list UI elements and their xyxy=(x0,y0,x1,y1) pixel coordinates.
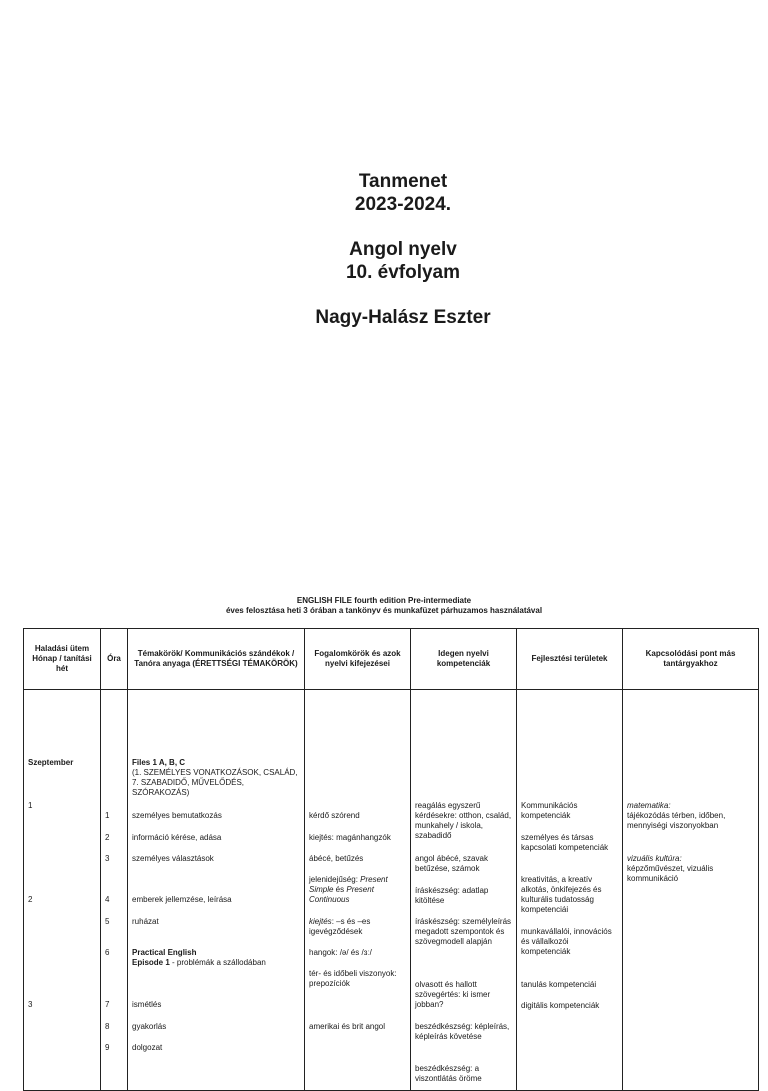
week-label: 2 xyxy=(28,895,33,904)
present-simple: Present Simple xyxy=(309,875,388,894)
files-topics: (1. SZEMÉLYES VONATKOZÁSOK, CSALÁD, 7. SZABADIDŐ, MŰVELŐDÉS, SZÓRAKOZÁS) xyxy=(132,768,298,797)
subject-link-math xyxy=(627,801,754,831)
month-label: Szeptember xyxy=(28,758,74,767)
table-caption xyxy=(0,596,768,616)
header-topics: Témakörök/ Kommunikációs szándékok / Tanóra anyaga (ÉRETTSÉGI TÉMAKÖRÖK) xyxy=(128,629,305,690)
competence: beszédkészség: a viszontlátás öröme xyxy=(415,1064,482,1083)
concept: tér- és időbeli viszonyok: prepozíciók xyxy=(309,969,397,988)
header-cross-curricular: Kapcsolódási pont más tantárgyakhoz xyxy=(623,629,759,690)
header-development-areas: Fejlesztési területek xyxy=(517,629,623,690)
lesson-number: 1 xyxy=(105,811,110,820)
competence: olvasott és hallott szövegértés: ki ismer jobban? xyxy=(415,980,491,1009)
files-title: Files 1 A, B, C xyxy=(132,758,186,767)
subject: Angol nyelv xyxy=(349,239,457,260)
cover-title-block xyxy=(0,170,768,329)
competence: angol ábécé, szavak betűzése, számok xyxy=(415,854,488,873)
concept: hangok: /ə/ és /ɜː/ xyxy=(309,948,372,957)
lesson-topic: dolgozat xyxy=(132,1043,163,1052)
competence: beszédkészség: képleírás, képleírás követése xyxy=(415,1022,510,1041)
header-language-competences: Idegen nyelvi kompetenciák xyxy=(411,629,517,690)
pronunciation-label: kiejtés xyxy=(309,917,332,926)
competence: íráskészség: személyleírás megadott szempontok és szövegmodell alapján xyxy=(415,917,512,946)
cell-pace xyxy=(24,690,101,1091)
lesson-topic: információ kérése, adása xyxy=(132,833,222,842)
subject-link-visual xyxy=(627,854,754,884)
school-year: 2023-2024. xyxy=(354,194,452,215)
cell-topics xyxy=(128,690,305,1091)
concept: kérdő szórend xyxy=(309,811,360,820)
concept-endings xyxy=(309,917,406,937)
present-continuous: Present Continuous xyxy=(309,885,374,904)
lesson-topic: ismétlés xyxy=(132,1000,162,1009)
concept-and: és xyxy=(333,885,347,894)
subject-link-label: vizuális kultúra: xyxy=(627,854,682,863)
table-row xyxy=(24,690,759,1091)
cell-language-competences xyxy=(411,690,517,1091)
table-caption-line2: éves felosztása heti 3 órában a tankönyv és munkafüzet párhuzamos használatával xyxy=(225,606,543,615)
concept: amerikai és brit angol xyxy=(309,1022,386,1031)
development-area: kreativitás, a kreatív alkotás, önkifejezés és kulturális tudatosság kompetenciái xyxy=(521,875,602,914)
week-label: 3 xyxy=(28,1000,33,1009)
lesson-topic: gyakorlás xyxy=(132,1022,167,1031)
week-label: 1 xyxy=(28,801,33,810)
lesson-number: 5 xyxy=(105,917,110,926)
header-concepts: Fogalomkörök és azok nyelvi kifejezései xyxy=(305,629,411,690)
development-area: tanulás kompetenciái xyxy=(521,980,597,989)
development-area: személyes és társas kapcsolati kompetenciák xyxy=(521,833,609,852)
lesson-number: 2 xyxy=(105,833,110,842)
table-header-row xyxy=(24,629,759,690)
practical-english xyxy=(132,948,300,968)
lesson-topic: személyes bemutatkozás xyxy=(132,811,222,820)
lesson-number: 9 xyxy=(105,1043,110,1052)
cell-cross-curricular xyxy=(623,690,759,1091)
curriculum-table xyxy=(23,628,759,1091)
development-area: digitális kompetenciák xyxy=(521,1001,600,1010)
lesson-number: 7 xyxy=(105,1000,110,1009)
header-lesson: Óra xyxy=(101,629,128,690)
episode-label: Episode 1 xyxy=(132,958,170,967)
files-block xyxy=(132,758,300,798)
cell-concepts xyxy=(305,690,411,1091)
development-area: Kommunikációs kompetenciák xyxy=(521,801,578,820)
competence: reagálás egyszerű kérdésekre: otthon, család, munkahely / iskola, szabadidő xyxy=(415,801,512,840)
lesson-number: 3 xyxy=(105,854,110,863)
subject-link-text: tájékozódás térben, időben, mennyiségi viszonyokban xyxy=(627,811,726,830)
lesson-number: 6 xyxy=(105,948,110,957)
cell-development-areas xyxy=(517,690,623,1091)
lesson-number: 8 xyxy=(105,1022,110,1031)
lesson-number: 4 xyxy=(105,895,110,904)
subject-link-text: képzőművészet, vizuális kommunikáció xyxy=(627,864,714,883)
concept-tenses-label: jelenidejűség: xyxy=(309,875,361,884)
document-title: Tanmenet xyxy=(358,171,448,192)
grade: 10. évfolyam xyxy=(345,262,461,283)
lesson-topic: személyes választások xyxy=(132,854,214,863)
concept-tenses xyxy=(309,875,406,905)
cell-lesson xyxy=(101,690,128,1091)
lesson-topic: ruházat xyxy=(132,917,159,926)
teacher-name: Nagy-Halász Eszter xyxy=(315,307,491,328)
competence: íráskészség: adatlap kitöltése xyxy=(415,886,489,905)
development-area: munkavállalói, innovációs és vállalkozói kompetenciák xyxy=(521,927,612,956)
endings-text: : –s és –es igevégződések xyxy=(309,917,371,936)
subject-link-label: matematika: xyxy=(627,801,671,810)
concept: ábécé, betűzés xyxy=(309,854,364,863)
concept: kiejtés: magánhangzók xyxy=(309,833,391,842)
episode-topic: - problémák a szállodában xyxy=(169,958,266,967)
table-caption-line1: ENGLISH FILE fourth edition Pre-intermediate xyxy=(296,596,472,605)
practical-english-title: Practical English xyxy=(132,948,197,957)
lesson-topic: emberek jellemzése, leírása xyxy=(132,895,232,904)
header-pace: Haladási ütem Hónap / tanítási hét xyxy=(24,629,101,690)
